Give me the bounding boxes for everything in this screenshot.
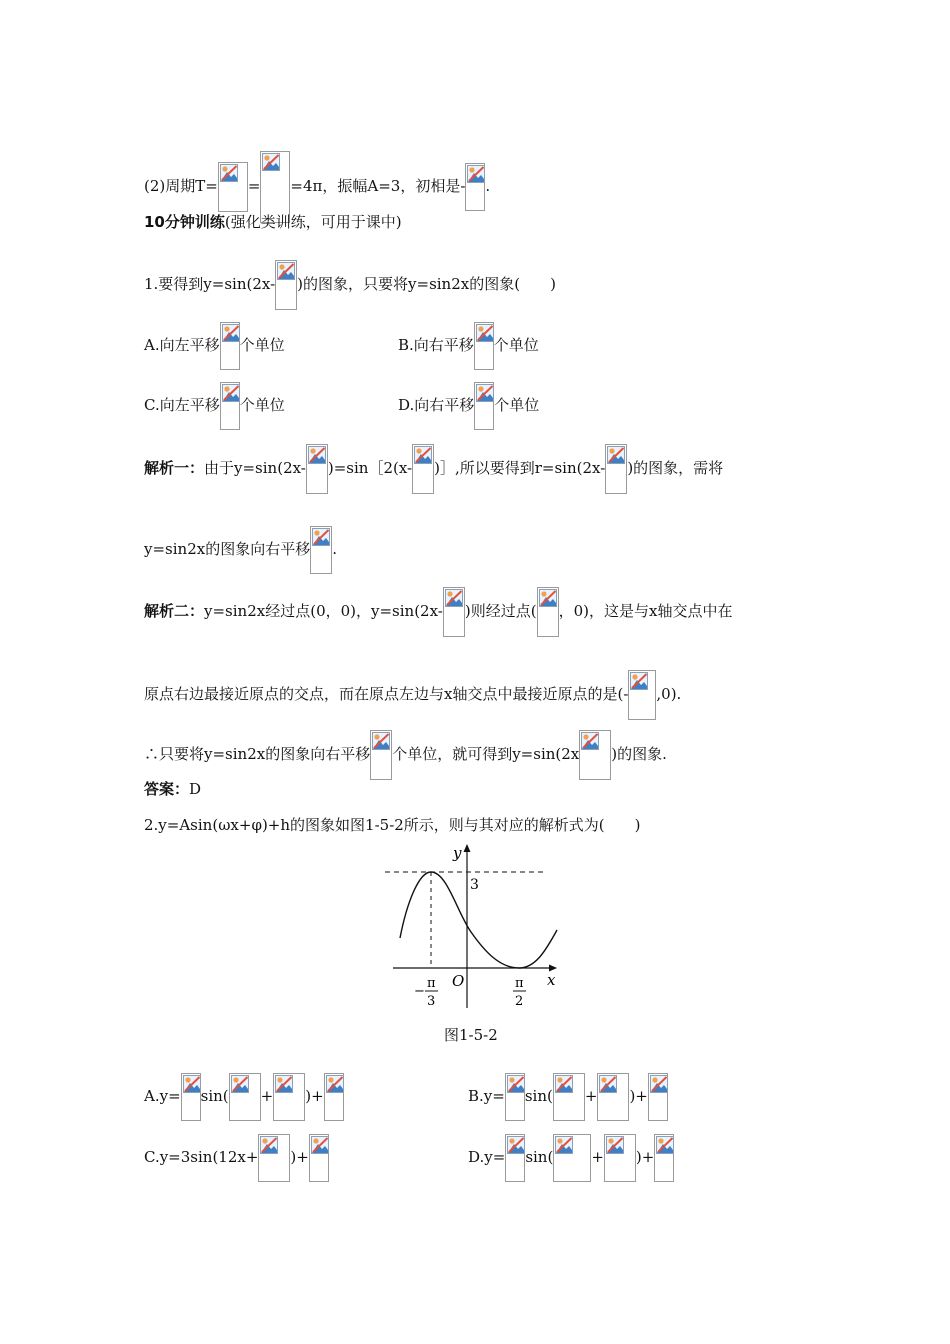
question-2: 2.y=Asin(ωx+φ)+h的图象如图1-5-2所示，则与其对应的解析式为( ) [144, 816, 641, 834]
formula-image-icon [324, 1073, 344, 1121]
formula-image-icon [258, 1134, 290, 1182]
formula-image-icon [220, 382, 240, 430]
right-tick-denominator: 2 [515, 994, 524, 1009]
option-a: A.向左平移 个单位 [144, 322, 285, 370]
solution-2: 解析二：y=sin2x经过点(0，0)，y=sin(2x- )则经过点( ，0)，这是与x轴交点中在 [144, 587, 732, 637]
formula-image-icon [273, 1073, 305, 1121]
formula-image-icon [648, 1073, 668, 1121]
formula-image-icon [218, 162, 248, 212]
formula-image-icon [505, 1073, 525, 1121]
q2-option-b: B.y= sin( + )+ [468, 1073, 668, 1121]
formula-image-icon [275, 260, 297, 310]
solution-1-cont: y=sin2x的图象向右平移 . [144, 526, 337, 574]
formula-image-icon [309, 1134, 329, 1182]
question-1: 1.要得到y=sin(2x- )的图象，只要将y=sin2x的图象( ) [144, 260, 556, 310]
formula-image-icon [181, 1073, 201, 1121]
left-tick-sign: − [414, 984, 425, 999]
formula-image-icon [505, 1134, 525, 1182]
formula-image-icon [597, 1073, 629, 1121]
formula-image-icon [474, 322, 494, 370]
formula-image-icon [310, 526, 332, 574]
solution-1: 解析一：由于y=sin(2x- )=sin［2(x- )］,所以要得到r=sin(2x- )的图象，需将 [144, 444, 723, 494]
formula-image-icon [474, 382, 494, 430]
formula-image-icon [628, 670, 656, 720]
formula-image-icon [412, 444, 434, 494]
option-d: D.向右平移 个单位 [398, 382, 539, 430]
x-axis-label: x [547, 971, 556, 989]
left-tick-denominator: 3 [427, 994, 436, 1009]
formula-image-icon [553, 1134, 591, 1182]
left-tick-numerator: π [427, 976, 436, 991]
formula-image-icon [465, 163, 485, 211]
section-heading: 10分钟训练(强化类训练，可用于课中) [144, 213, 402, 231]
right-tick-numerator: π [515, 976, 524, 991]
formula-image-icon [579, 730, 611, 780]
formula-image-icon [604, 1134, 636, 1182]
max-value-label: 3 [470, 877, 479, 893]
formula-image-icon [654, 1134, 674, 1182]
option-b: B.向右平移 个单位 [398, 322, 539, 370]
q2-option-d: D.y= sin( + )+ [468, 1134, 674, 1182]
y-axis-arrow [464, 844, 471, 852]
q2-option-c: C.y=3sin(12x+ )+ [144, 1134, 329, 1182]
solution-2-cont: 原点右边最接近原点的交点，而在原点左边与x轴交点中最接近原点的是(- ,0). [144, 670, 681, 720]
formula-image-icon [229, 1073, 261, 1121]
formula-image-icon [537, 587, 559, 637]
period-line: (2)周期T= = =4π，振幅A=3，初相是- . [144, 151, 490, 223]
formula-image-icon [553, 1073, 585, 1121]
q2-option-a: A.y= sin( + )+ [144, 1073, 344, 1121]
option-c: C.向左平移 个单位 [144, 382, 285, 430]
y-axis-label: y [453, 844, 462, 862]
formula-image-icon [370, 730, 392, 780]
formula-image-icon [605, 444, 627, 494]
formula-image-icon [220, 322, 240, 370]
answer: 答案：D [144, 780, 202, 798]
formula-image-icon [306, 444, 328, 494]
formula-image-icon [443, 587, 465, 637]
origin-label: O [452, 972, 465, 990]
conclusion: ∴只要将y=sin2x的图象向右平移 个单位，就可得到y=sin(2x )的图象. [144, 730, 667, 780]
sine-graph-figure [385, 842, 565, 1014]
figure-caption: 图1-5-2 [444, 1026, 498, 1044]
